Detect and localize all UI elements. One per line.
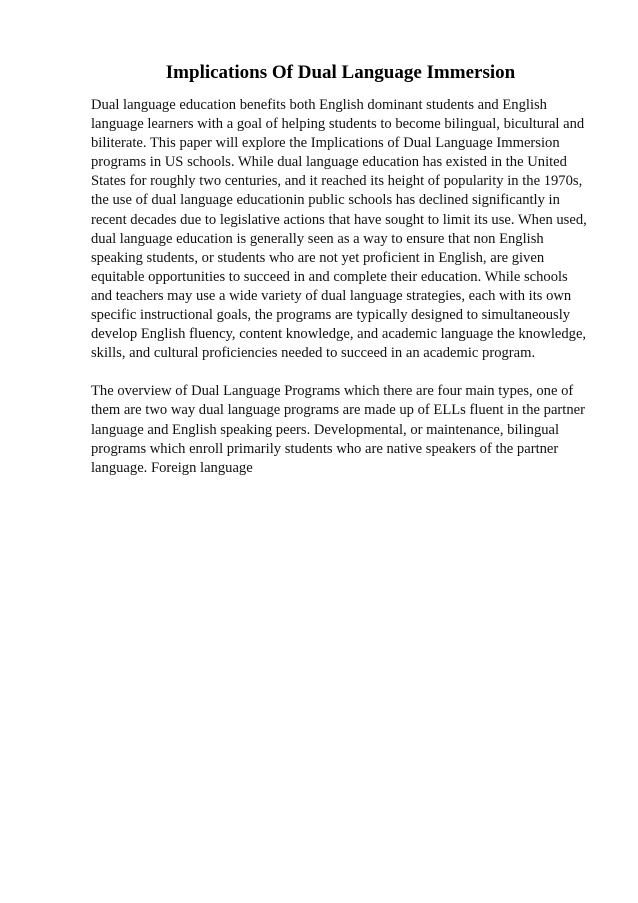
text-line: language learners with a goal of helping students to become bilingual, bicultural and bbox=[91, 116, 585, 133]
paragraph-1 bbox=[91, 96, 591, 363]
text-line: language and English speaking peers. Developmental, or maintenance, bilingual bbox=[91, 421, 560, 438]
text-line: programs which enroll primarily students who are native speakers of the partner bbox=[91, 440, 559, 457]
text-line: The overview of Dual Language Programs which there are four main types, one of bbox=[91, 383, 574, 400]
document-title: Implications Of Dual Language Immersion bbox=[165, 62, 516, 83]
text-line: States for roughly two centuries, and it reached its height of popularity in the 1970s, bbox=[91, 173, 583, 190]
text-line: language. Foreign language bbox=[91, 459, 253, 476]
text-line: Dual language education benefits both English dominant students and English bbox=[91, 97, 547, 113]
text-line: specific instructional goals, the programs are typically designed to simultaneously bbox=[91, 307, 571, 324]
text-line: programs in US schools. While dual language education has existed in the United bbox=[91, 154, 567, 171]
text-line: them are two way dual language programs are made up of ELLs fluent in the partner bbox=[91, 402, 585, 419]
paragraph-2 bbox=[91, 382, 591, 477]
text-line: dual language education is generally seen as a way to ensure that non English bbox=[91, 230, 544, 247]
text-line: biliterate. This paper will explore the Implications of Dual Language Immersion bbox=[91, 135, 560, 152]
text-line: the use of dual language educationin public schools has declined significantly in bbox=[91, 192, 560, 209]
text-line: recent decades due to legislative actions that have sought to limit its use. When used, bbox=[91, 211, 587, 228]
text-line: develop English fluency, content knowledge, and academic language the knowledge, bbox=[91, 326, 587, 343]
text-line: speaking students, or students who are not yet proficient in English, are given bbox=[91, 249, 545, 266]
text-line: skills, and cultural proficiencies needed to succeed in an academic program. bbox=[91, 345, 536, 362]
document-body bbox=[91, 96, 591, 497]
text-line: equitable opportunities to succeed in and complete their education. While schools bbox=[91, 268, 568, 285]
text-line: and teachers may use a wide variety of dual language strategies, each with its own bbox=[91, 287, 572, 304]
